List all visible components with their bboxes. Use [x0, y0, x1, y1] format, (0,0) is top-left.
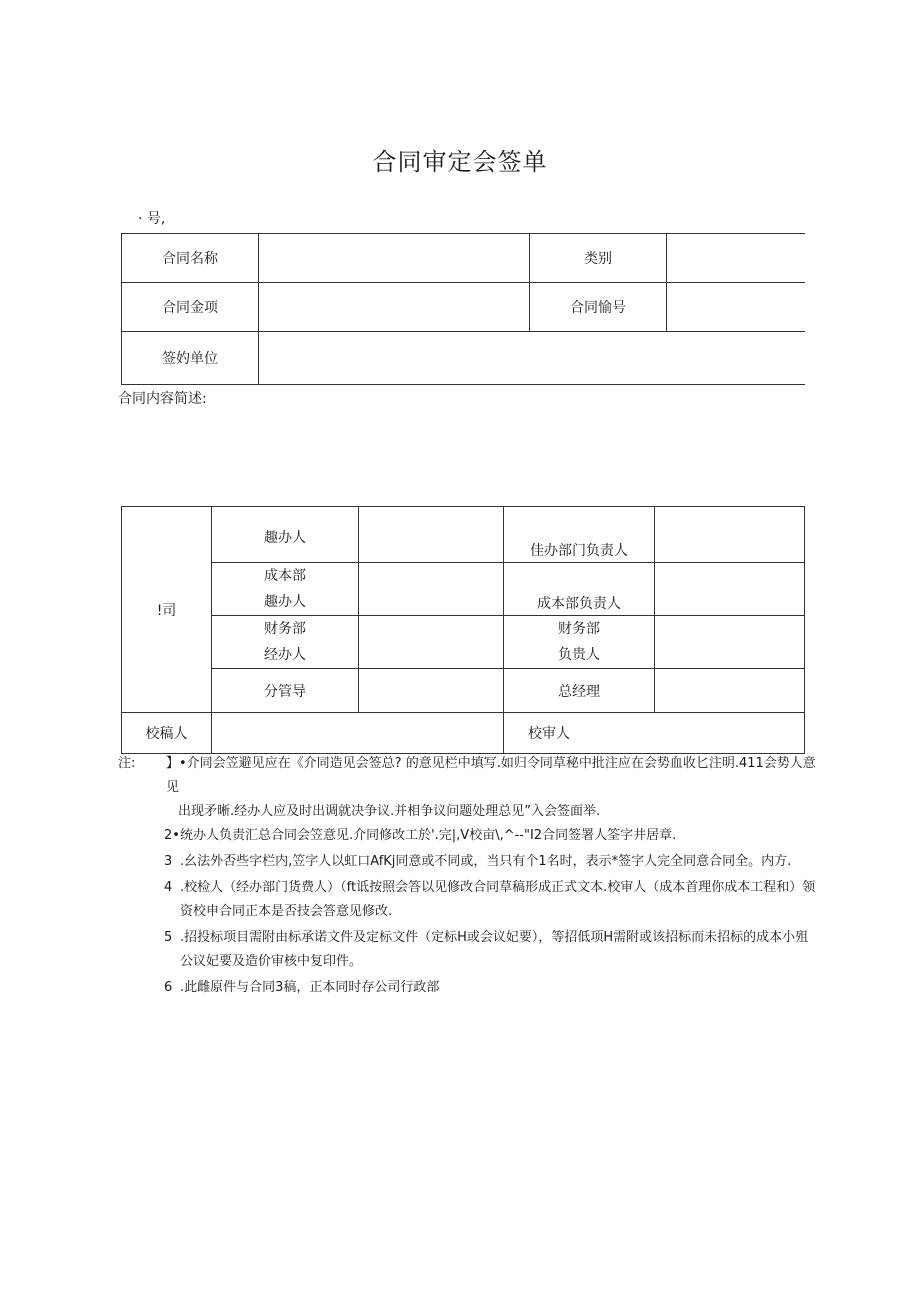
sign-row-management	[122, 669, 805, 713]
note-5-line1: .招投标项目需附由标承诺文件及定标文件（定标H或会议妃要），等招低项H需附或该招标而未招标的成本小殂	[180, 930, 809, 945]
note-4-line2: 资校申合同正本是否技会答意见修改.	[180, 904, 393, 919]
note-1-number: 】•	[166, 756, 187, 771]
note-6-number: 6	[164, 980, 173, 995]
note-item-2	[118, 824, 818, 848]
handler-label: 趣办人	[212, 507, 359, 563]
sign-row-finance	[122, 616, 805, 669]
note-3-line1: .幺法外否些字栏内,笠字人以虹口AfKj同意或不同或，当只有个1名时，表示*签字人完全同意合同全。内方.	[180, 854, 792, 869]
finance-head-line1: 财务部	[558, 621, 600, 637]
general-manager-label: 总经理	[504, 669, 655, 713]
info-row-amount	[122, 283, 805, 332]
signature-table	[121, 506, 805, 754]
finance-head-label	[504, 616, 655, 669]
signing-unit-label: 签妁单位	[122, 332, 259, 385]
finance-handler-signature-field[interactable]	[359, 616, 504, 669]
drafter-signature-field[interactable]	[212, 713, 504, 754]
note-item-6	[118, 976, 818, 1000]
finance-line2: 经办人	[264, 647, 306, 663]
contract-amount-label: 合同金项	[122, 283, 259, 332]
cost-dept-head-label: 成本部负责人	[504, 563, 655, 616]
handler-dept-head-label: 佳办部门负责人	[504, 507, 655, 563]
note-item-5	[118, 926, 818, 974]
reviewer-cell[interactable]	[504, 713, 805, 754]
note-item-3	[118, 850, 818, 874]
category-label: 类别	[530, 234, 667, 283]
notes-prefix: 注:	[118, 756, 136, 771]
info-row-unit	[122, 332, 805, 385]
supervisor-label: 分管导	[212, 669, 359, 713]
finance-line1: 财务部	[264, 621, 306, 637]
sign-row-review	[122, 713, 805, 754]
info-row-name	[122, 234, 805, 283]
supervisor-signature-field[interactable]	[359, 669, 504, 713]
contract-number-label: 合同愉号	[530, 283, 667, 332]
sign-row-cost	[122, 563, 805, 616]
note-3-number: 3	[164, 854, 173, 869]
contract-summary-label: 合同内容简述:	[118, 391, 207, 407]
general-manager-signature-field[interactable]	[655, 669, 805, 713]
note-1-line2: 出现矛晰.经办人应及时出调就决争议.并相争议问题处理总见”入会签面举.	[178, 804, 601, 819]
finance-handler-label	[212, 616, 359, 669]
note-4-line1: .校检人（经办部门货费人）（ft诋按照会答以见修改合同草稿形成正式文本.校审人（成本首理你成本工程和）领	[180, 880, 816, 895]
cost-dept-head-signature-field[interactable]	[655, 563, 805, 616]
document-title: 合同审定会签单	[372, 148, 548, 176]
note-item-4	[118, 876, 818, 924]
serial-number-label: · 号,	[138, 211, 166, 227]
note-4-number: 4	[164, 880, 173, 895]
contract-name-field[interactable]	[259, 234, 530, 283]
category-field[interactable]	[667, 234, 805, 283]
note-1-line1: 介同会笠避见应在《介同造见会签总? 的意见栏中填写.如归令同草秘中批注应在会势血收匕注明.411会势人意见	[166, 756, 816, 795]
handler-signature-field[interactable]	[359, 507, 504, 563]
note-5-number: 5	[164, 930, 173, 945]
note-item-1	[118, 752, 818, 824]
contract-name-label: 合同名称	[122, 234, 259, 283]
cost-dept-handler-signature-field[interactable]	[359, 563, 504, 616]
signing-unit-field[interactable]	[259, 332, 805, 385]
note-2-number: 2•	[164, 828, 180, 843]
note-6-line1: .此雌原件与合同3稿，正本同时存公司行政部	[180, 980, 440, 995]
handler-dept-head-signature-field[interactable]	[655, 507, 805, 563]
note-2-line1: 统办人负责汇总合同会笠意见.介同修改工於'.完|,V校亩\,^--"I2合同签署人筌字井居章.	[179, 828, 677, 843]
reviewer-label: 校审人	[528, 726, 570, 742]
finance-head-line2: 负贵人	[558, 647, 600, 663]
contract-info-table	[121, 233, 805, 385]
cost-dept-handler-label	[212, 563, 359, 616]
finance-head-signature-field[interactable]	[655, 616, 805, 669]
company-side-label: !司	[122, 507, 212, 713]
contract-number-field[interactable]	[667, 283, 805, 332]
note-5-line2: 公议妃要及造价审核中复印件。	[180, 954, 363, 969]
drafter-label: 校稿人	[122, 713, 212, 754]
contract-amount-field[interactable]	[259, 283, 530, 332]
sign-row-handler	[122, 507, 805, 563]
cost-dept-line2: 趣办人	[264, 594, 306, 610]
notes-section	[118, 752, 818, 1000]
cost-dept-line1: 成本部	[264, 568, 306, 584]
